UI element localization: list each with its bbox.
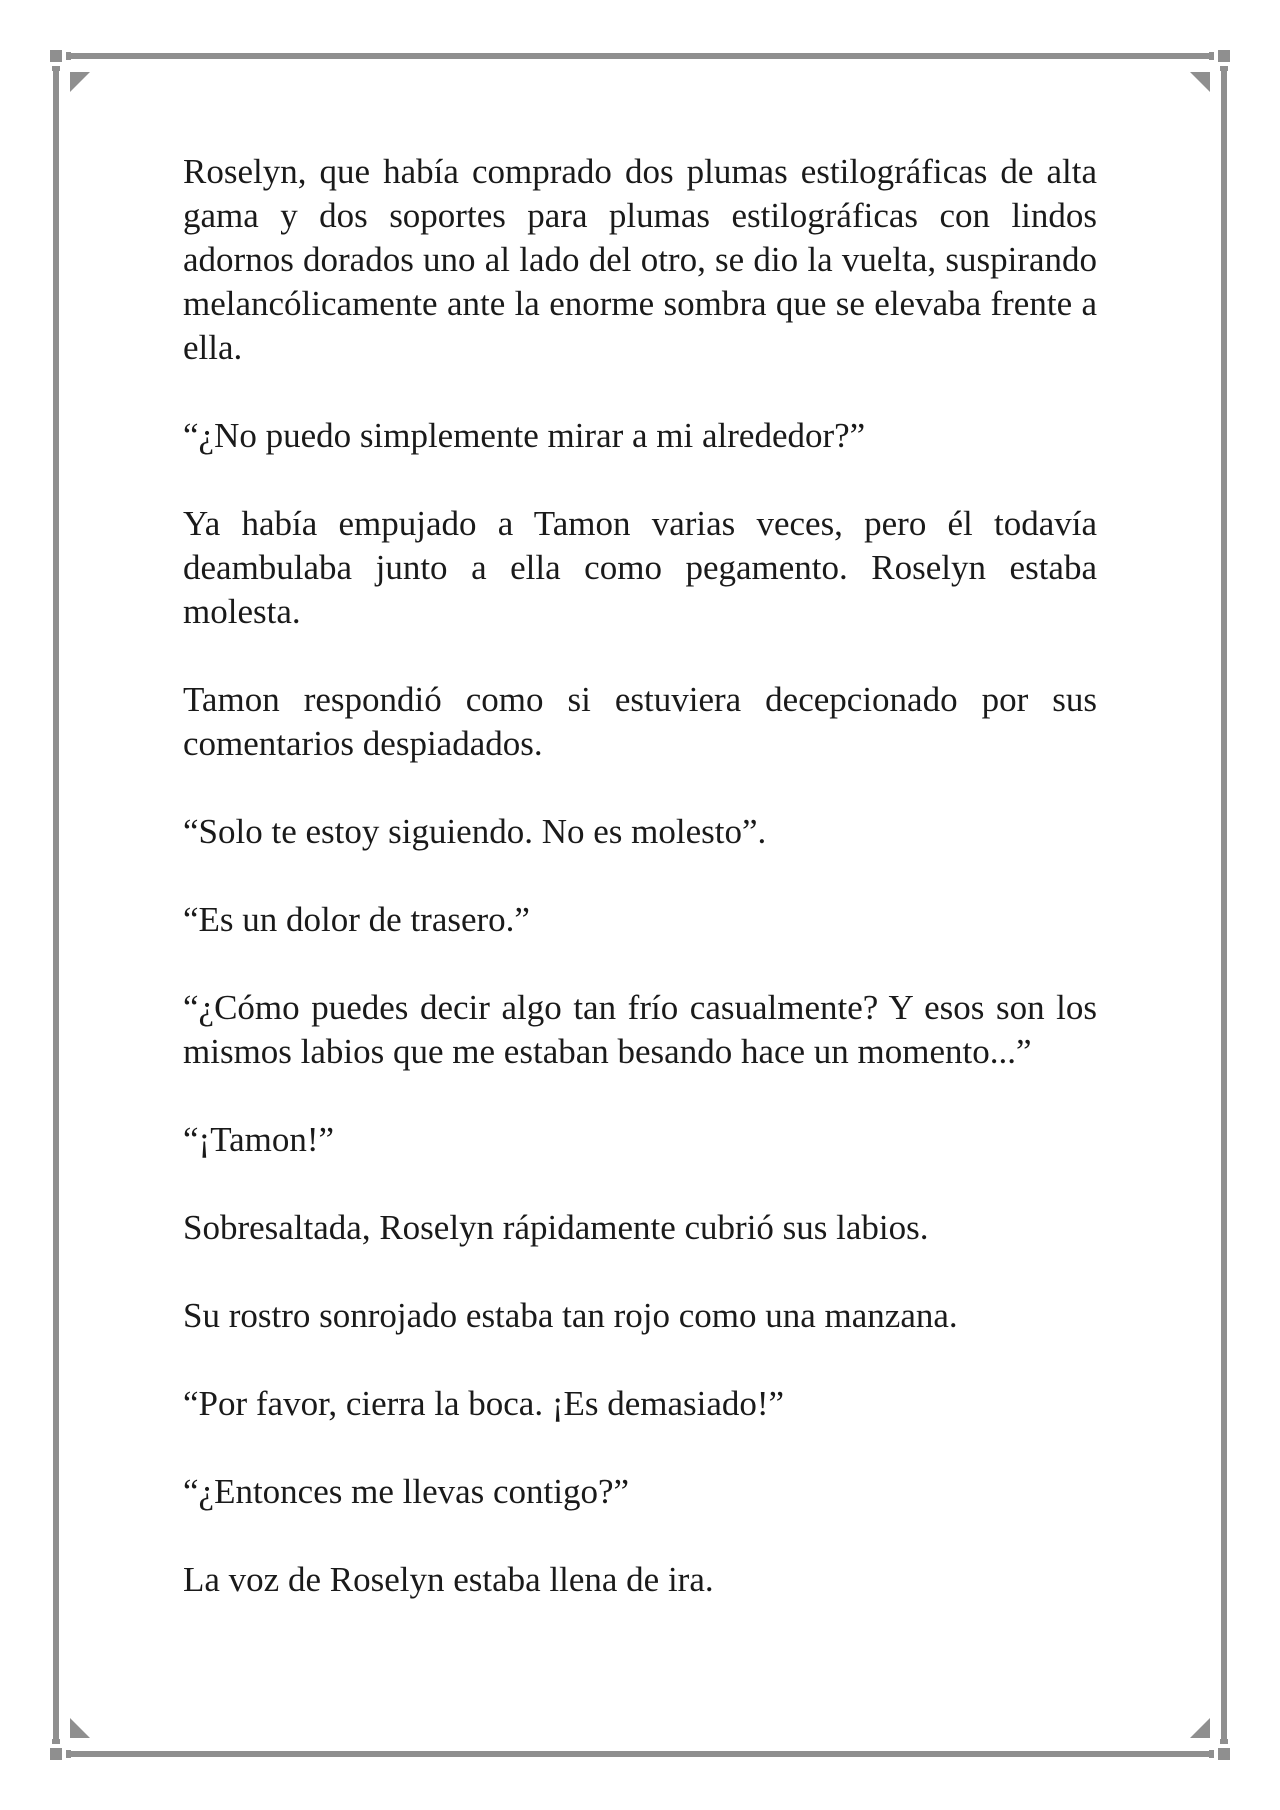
paragraph-8: “¡Tamon!”: [183, 1120, 335, 1159]
paragraph-1: Roselyn, que había comprado dos plumas estilográficas de alta gama y dos soportes para plumas estilográficas con lindos adornos dorados uno al lado del otro, se dio la vuelta, suspirando melancólicamente ante la enorme sombra que se elevaba frente a ella.: [183, 152, 1097, 367]
paragraph-10: Su rostro sonrojado estaba tan rojo como una manzana.: [183, 1296, 958, 1335]
paragraph-4: Tamon respondió como si estuviera decepcionado por sus comentarios despiadados.: [183, 680, 1097, 763]
paragraph-13: La voz de Roselyn estaba llena de ira.: [183, 1560, 714, 1599]
paragraph-7: “¿Cómo puedes decir algo tan frío casualmente? Y esos son los mismos labios que me estaban besando hace un momento...”: [183, 988, 1097, 1071]
paragraph-11: “Por favor, cierra la boca. ¡Es demasiado!”: [183, 1384, 785, 1423]
paragraph-12: “¿Entonces me llevas contigo?”: [183, 1472, 630, 1511]
paragraph-9: Sobresaltada, Roselyn rápidamente cubrió sus labios.: [183, 1208, 929, 1247]
page-body-text: [183, 150, 1097, 1602]
paragraph-5: “Solo te estoy siguiendo. No es molesto”.: [183, 812, 767, 851]
paragraph-2: “¿No puedo simplemente mirar a mi alrededor?”: [183, 416, 866, 455]
paragraph-6: “Es un dolor de trasero.”: [183, 900, 530, 939]
paragraph-3: Ya había empujado a Tamon varias veces, pero él todavía deambulaba junto a ella como pegamento. Roselyn estaba molesta.: [183, 504, 1097, 631]
